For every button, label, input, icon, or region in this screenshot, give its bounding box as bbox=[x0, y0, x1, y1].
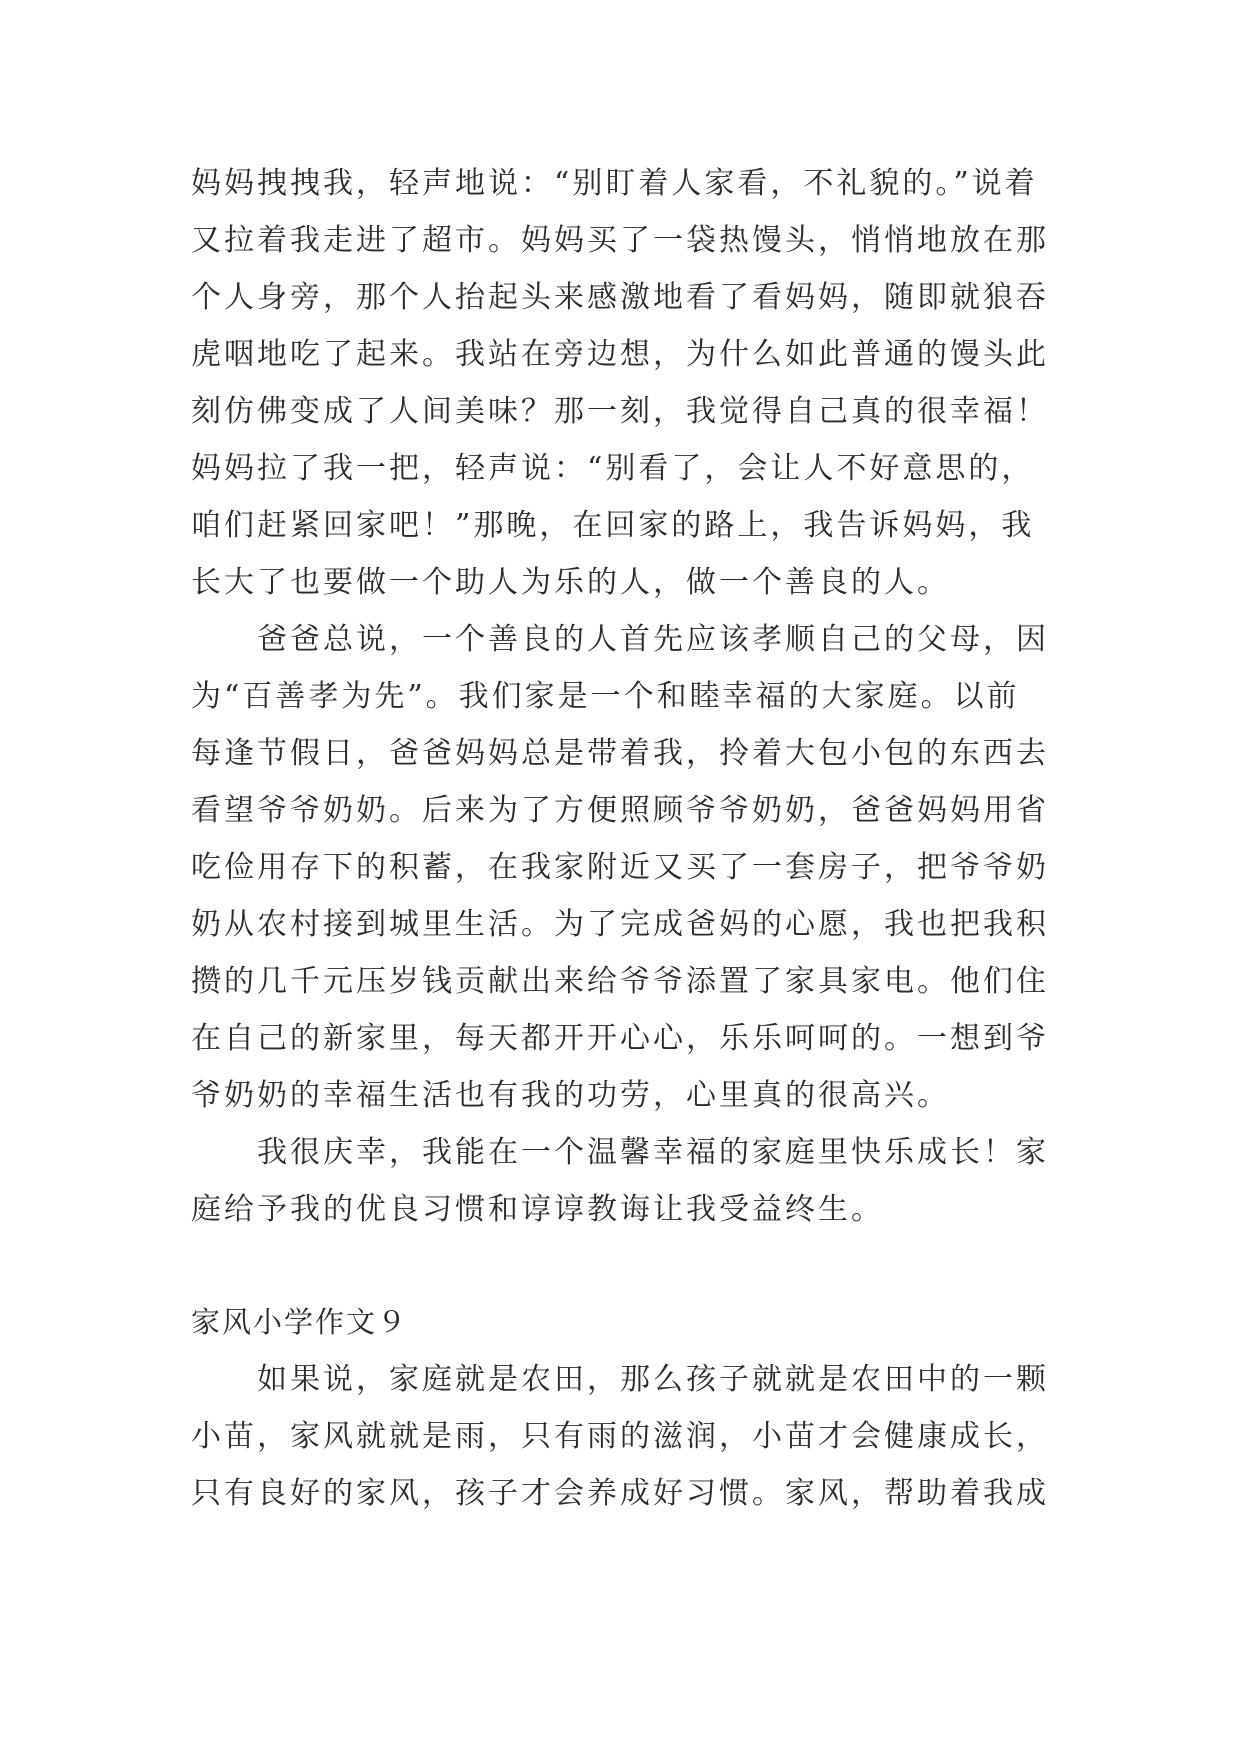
text-line: 庭给予我的优良习惯和谆谆教诲让我受益终生。 bbox=[191, 1192, 884, 1227]
text-line: 在自己的新家里，每天都开开心心，乐乐呵呵的。一想到爷 bbox=[191, 1021, 1049, 1056]
text-line: 为“百善孝为先”。我们家是一个和睦幸福的大家庭。以前 bbox=[191, 679, 1020, 714]
text-line: 长大了也要做一个助人为乐的人，做一个善良的人。 bbox=[191, 565, 950, 600]
paragraph bbox=[191, 1351, 1051, 1522]
text-line: 虎咽地吃了起来。我站在旁边想，为什么如此普通的馒头此 bbox=[191, 337, 1049, 372]
text-line: 爸爸总说，一个善良的人首先应该孝顺自己的父母，因 bbox=[257, 622, 1049, 657]
text-line: 如果说，家庭就是农田，那么孩子就就是农田中的一颗 bbox=[257, 1362, 1049, 1397]
text-line: 妈妈拉了我一把，轻声说：“别看了，会让人不好意思的， bbox=[191, 451, 1035, 486]
text-line: 小苗，家风就就是雨，只有雨的滋润，小苗才会健康成长， bbox=[191, 1419, 1049, 1454]
text-line: 攒的几千元压岁钱贡献出来给爷爷添置了家具家电。他们住 bbox=[191, 964, 1049, 999]
text-line: 个人身旁，那个人抬起头来感激地看了看妈妈，随即就狼吞 bbox=[191, 280, 1049, 315]
section-spacer bbox=[191, 1238, 1051, 1294]
text-line: 我很庆幸，我能在一个温馨幸福的家庭里快乐成长！家 bbox=[257, 1135, 1049, 1170]
text-line: 只有良好的家风，孩子才会养成好习惯。家风，帮助着我成 bbox=[191, 1476, 1049, 1511]
text-line: 爷奶奶的幸福生活也有我的功劳，心里真的很高兴。 bbox=[191, 1078, 950, 1113]
section-heading: 家风小学作文９ bbox=[191, 1305, 409, 1339]
text-line: 奶从农村接到城里生活。为了完成爸妈的心愿，我也把我积 bbox=[191, 907, 1049, 942]
text-line: 刻仿佛变成了人间美味？那一刻，我觉得自己真的很幸福！ bbox=[191, 394, 1049, 429]
text-line: 咱们赶紧回家吧！”那晚，在回家的路上，我告诉妈妈，我 bbox=[191, 508, 1035, 543]
text-line: 看望爷爷奶奶。后来为了方便照顾爷爷奶奶，爸爸妈妈用省 bbox=[191, 793, 1049, 828]
text-line: 每逢节假日，爸爸妈妈总是带着我，拎着大包小包的东西去 bbox=[191, 736, 1049, 771]
paragraph bbox=[191, 1124, 1051, 1238]
text-line: 妈妈拽拽我，轻声地说：“别盯着人家看，不礼貌的。”说着 bbox=[191, 166, 1038, 201]
paragraph bbox=[191, 155, 1051, 611]
text-line: 又拉着我走进了超市。妈妈买了一袋热馒头，悄悄地放在那 bbox=[191, 223, 1049, 258]
document-body bbox=[191, 155, 1051, 1522]
text-line: 吃俭用存下的积蓄，在我家附近又买了一套房子，把爷爷奶 bbox=[191, 850, 1049, 885]
paragraph bbox=[191, 611, 1051, 1124]
